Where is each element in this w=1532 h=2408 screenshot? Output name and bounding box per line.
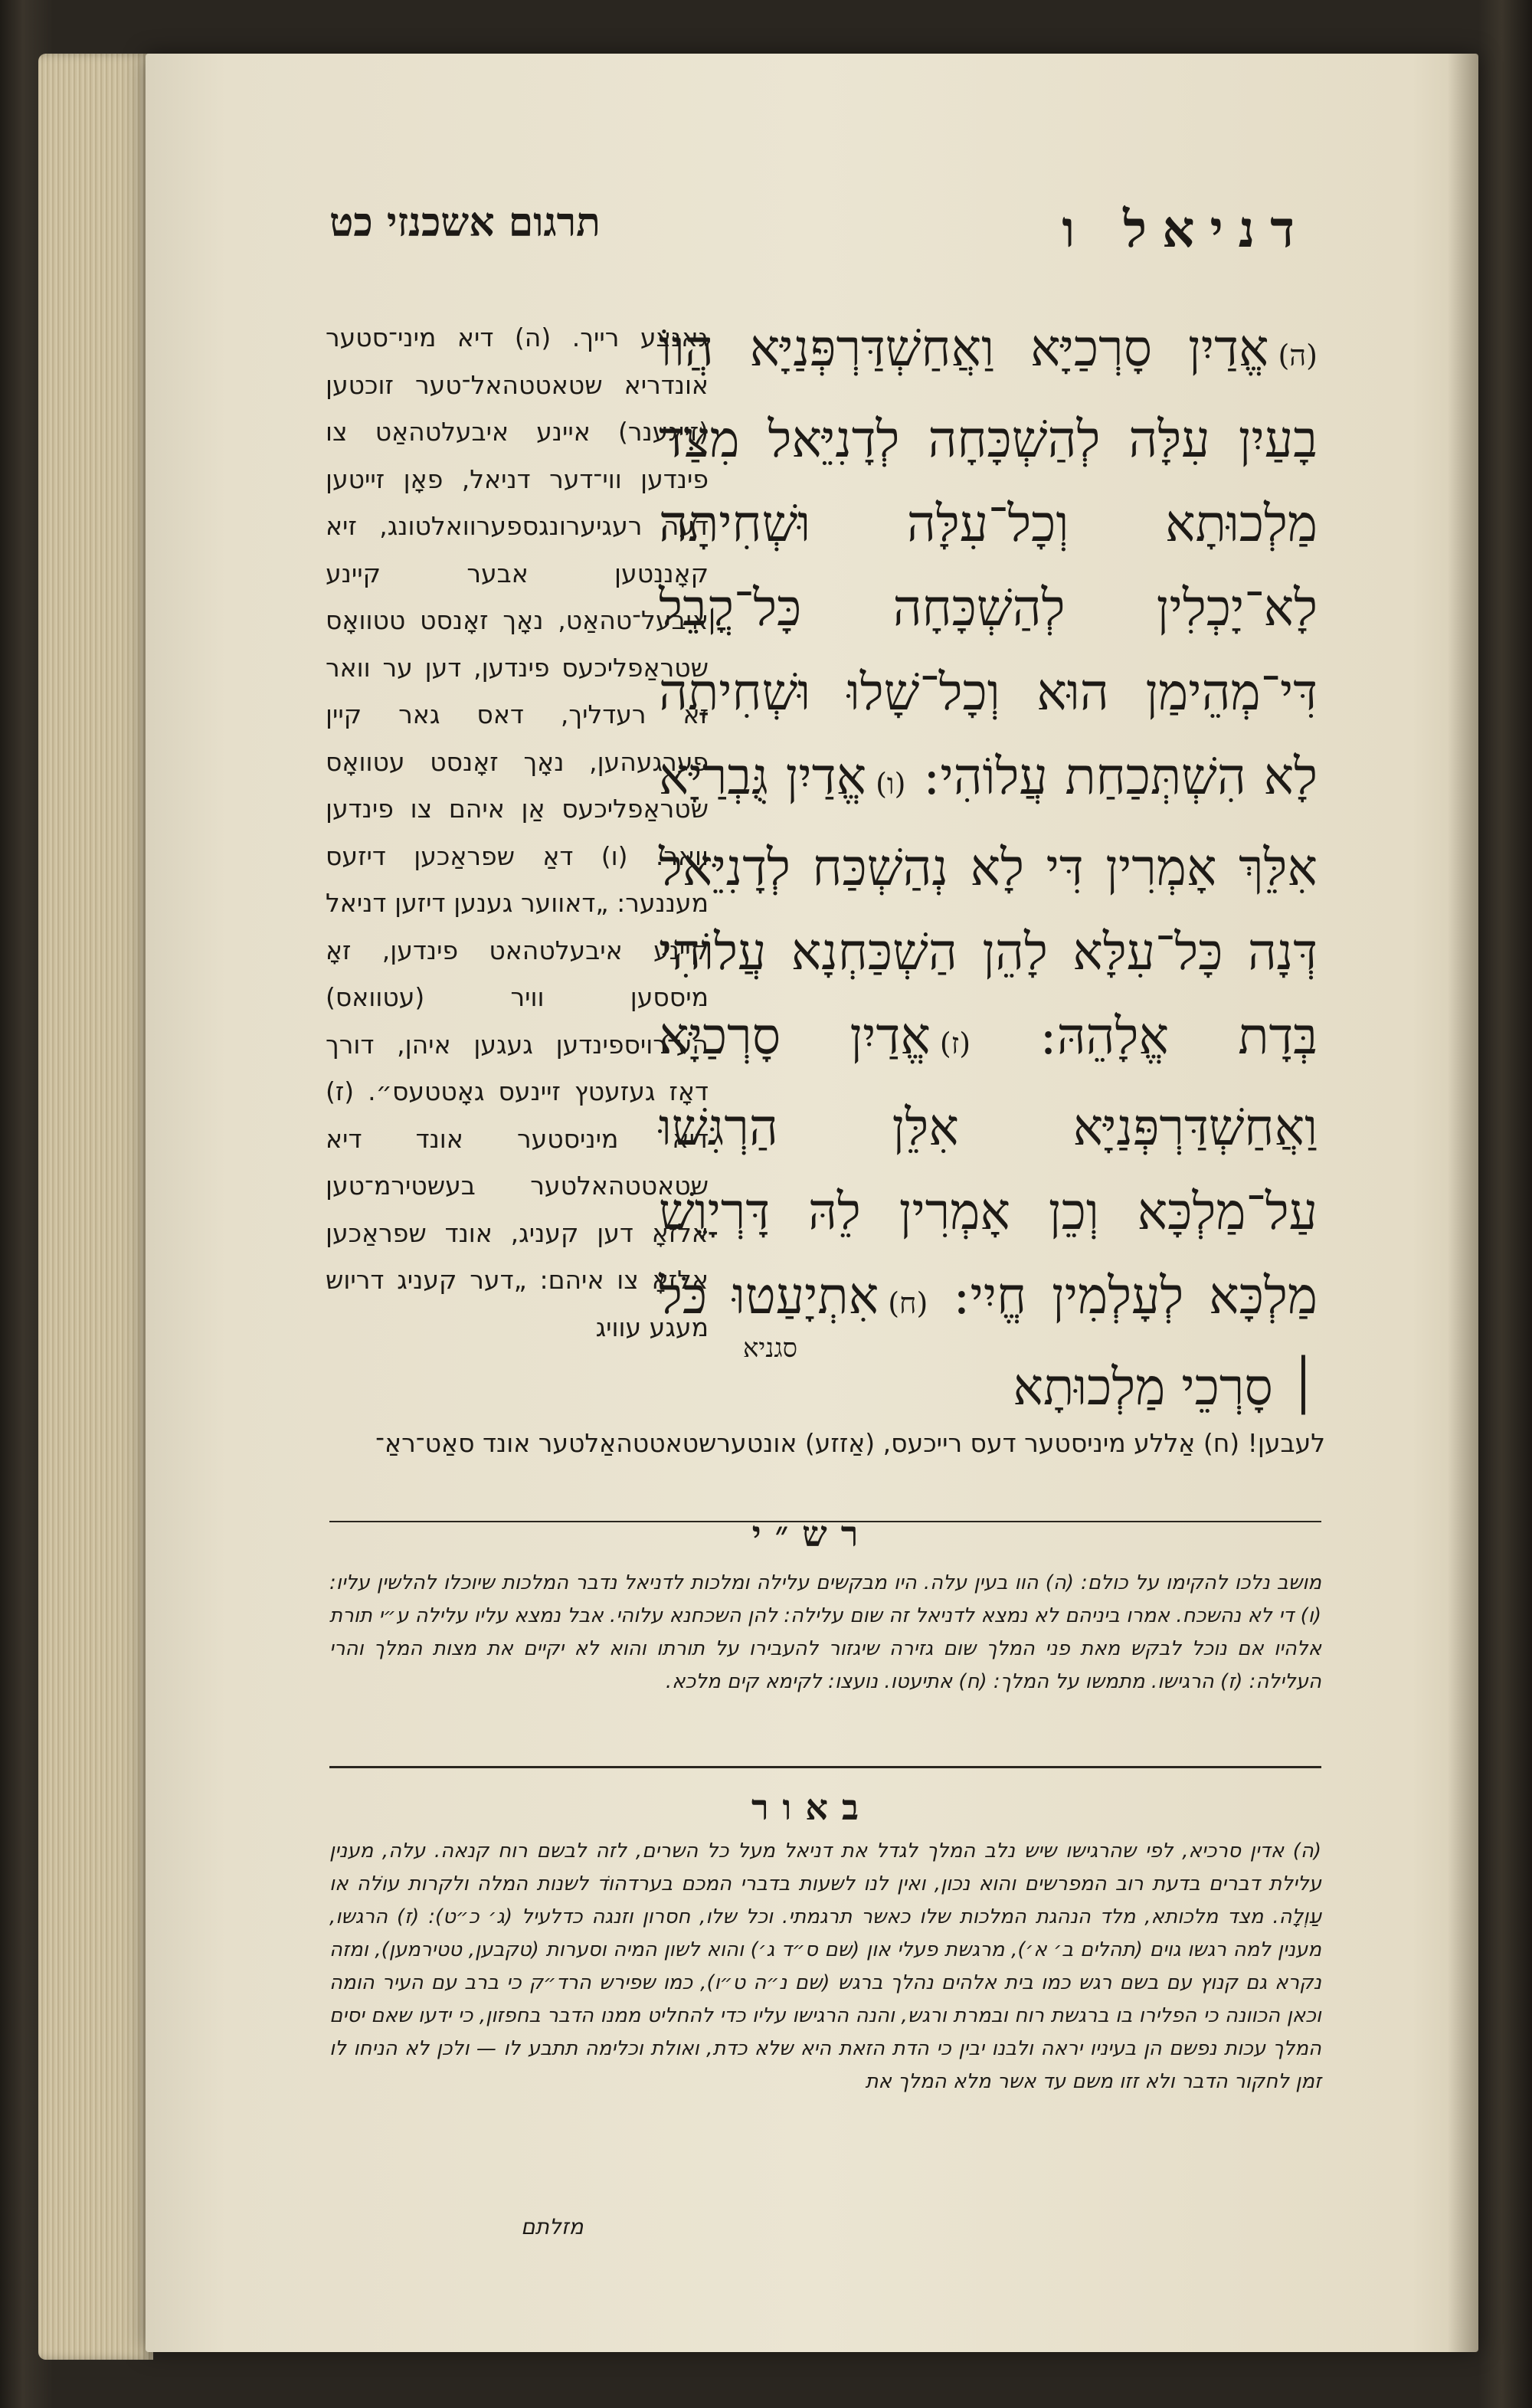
verse-number: (ה): [1278, 339, 1318, 372]
rashi-title: רש״י: [751, 1513, 872, 1555]
verse-number: (ז): [939, 1027, 971, 1060]
verse-number: (ח): [888, 1286, 928, 1320]
biur-commentary: [329, 1835, 1321, 2210]
catchword-main: סגניא: [743, 1333, 797, 1364]
biur-title: באור: [751, 1787, 873, 1828]
german-translation-column: גאנצע רייך. (ה) דיא מיני־סטער אונדריא שטאטטהאל־טער זוכטען (זייגענר) איינע איבעלטהאַט צו פינדען ווי־דער דניאל, פאָן זייטען דער רעגיערונגספערוואלטונג, זיא קאָננטען אבער קיינע איבעל־טהאַט, נאָך זאָנסט טטוואָס שטראַפליכעס פינדען, דען ער וואר זא רעדליך, דאס גאר קיין פערגעהען, נאָך זאָנסט עטוואָס שטראַפליכעס אַן איהם צו פינדען וואר. (ו) דאַ שפראַכען דיזעס מעננער: „דאווער גענען דיזען דניאל קיינע איבעלטהאט פינדען, זאָ מיססען וויר (עטוואס) הע־רויספינדען געגען איהן, דורך דאָז געזעטץ זיינעס גאָטטעס״. (ז) דיא מיניסטער אונד דיא שטאטטהאלטער בעשטירמ־טען אלזאָ דען קעניג, אונד שפראַכען אלזאָ צו איהם: „דער קעניג דריוש מעגע עוויג: [326, 323, 709, 1342]
biur-text: (ה) אדין סרכיא, לפי שהרגישו שיש נלב המלך לגדל את דניאל מעל כל השרים, לזה לבשם רוח קנאה. עלה, מענין עלילת דברים בדעת רוב המפרשים והוא נכון, ואין לנו לשעות בדברי המכם בערדהוֹד לשנות המלה ולקרות עוֹלה או עַוְלָה. מצד מלכותא, מלד הנהגת המלכות שלו כאשר תרגמתי. וכל שלו, חסרון וזנגה כדלעיל (ג׳ כ״ט): (ז) הרגשו, מענין למה רגשו גוים (תהלים ב׳ א׳), מרגשת פעלי און (שם ס״ד ג׳) והוא לשון המיה וסערות (טקבען, טטירמען), ומזה נקרא גם קנוץ עם בשם רגש כמו בית אלהים נהלך ברגש (שם נ״ה ט״ו), כמו שפירש הרד״ק כי ברב עם העיר הומה וכאן הכוונה כי הפלירו בו ברגשת רוח ובמרת ורגש, והנה הרגישו עליו כדי להחליט ממנו הדבר בחפזון, כי ידעו שאם יסים המלך עכות נפשם הן בעיניו יראה ולבנו יבין כי הדת הזאת היא שלא כדת, ואולת וכלימה תתבע לו — ולכן לא הניחו לו זמן לחקור הדבר ולא זזו משם עד אשר מלא המלך את: [329, 1840, 1321, 2093]
main-hebrew-text: [659, 306, 1318, 1430]
translation-continuation-line: לעבען! (ח) אַללע מיניסטער דעס רייכעס, (אַזזע) אונטערשטאטטהאַלטער אונד סאַט־ראַ־: [375, 1428, 1325, 1458]
verse-text: אֱדַיִן סָרְכַיָּא וַאֲחַשְׁדַּרְפְּנַיָּא הֲווֹ בָעַיִן עִלָּה לְהַשְׁכָּחָה לְדָנִיֵּאל מִצַּד מַלְכוּתָא וְכָל־עִלָּה וּשְׁחִיתָה לָא־יָכְלִין לְהַשְׁכָּחָה כָּל־קֳבֵל דִּי־מְהֵימַן הוּא וְכָל־שָׁלוּ וּשְׁחִיתָה לָא הִשְׁתְּכַחַת עֲלוֹהִי:: [659, 319, 1318, 806]
rashi-text: מושב נלכו להקימו על כולם: (ה) הוו בעין עלה. היו מבקשים עלילה ומלכות לדניאל נדבר המלכות שיוכלו להלשין עליו: (ו) די לא נהשכח. אמרו ביניהם לא נמצא לדניאל זה שום עלילה: להן השכחנא עלוהי. אבל נמצא עליו עלילה ע״י תורת אלהיו אם נוכל לבקש מאת פני המלך שום גזירה שיגזור להעבירו על תורתו והוא לא יקיים את מצות המלך והרי העלילה: (ז) הרגישו. מתמשו על המלך: (ח) אתיעטו. נועצו: לקימא קים מלכא.: [329, 1571, 1321, 1693]
rashi-commentary: [329, 1567, 1321, 1754]
verse-number: (ו): [876, 767, 906, 801]
running-header-right: דניאל ו: [1062, 199, 1310, 259]
catchword-bottom: מזלתם: [521, 2214, 584, 2239]
verse-text: אֱדַיִן גֻּבְרַיָּא אִלֵּךְ אָמְרִין דִּי לָא נְהַשְׁכַּח לְדָנִיֵּאל דְּנָה כָּל־עִלָּא לָהֵן הַשְׁכַּחְנָא עֲלוֹהִי בְּדָת אֱלָהֵהּ:: [659, 747, 1318, 1066]
page-content: [146, 54, 1478, 2352]
page-edges: [38, 54, 153, 2360]
verse-text: אֱדַיִן סָרְכַיָּא וַאֲחַשְׁדַּרְפְּנַיָּא אִלֵּן הַרְגִּשׁוּ עַל־מַלְכָּא וְכֵן אָמְרִין לֵהּ דָּרְיָוֶשׁ מַלְכָּא לְעָלְמִין חֱיִי:: [659, 1007, 1318, 1325]
book-page: [146, 54, 1478, 2352]
running-header-left: תרגום אשכנזי כט: [329, 199, 601, 246]
verse-text: אִתְיָעַטוּ כֹּל ׀ סָרְכֵי מַלְכוּתָא: [659, 1266, 1318, 1417]
divider-rule: [329, 1766, 1321, 1768]
